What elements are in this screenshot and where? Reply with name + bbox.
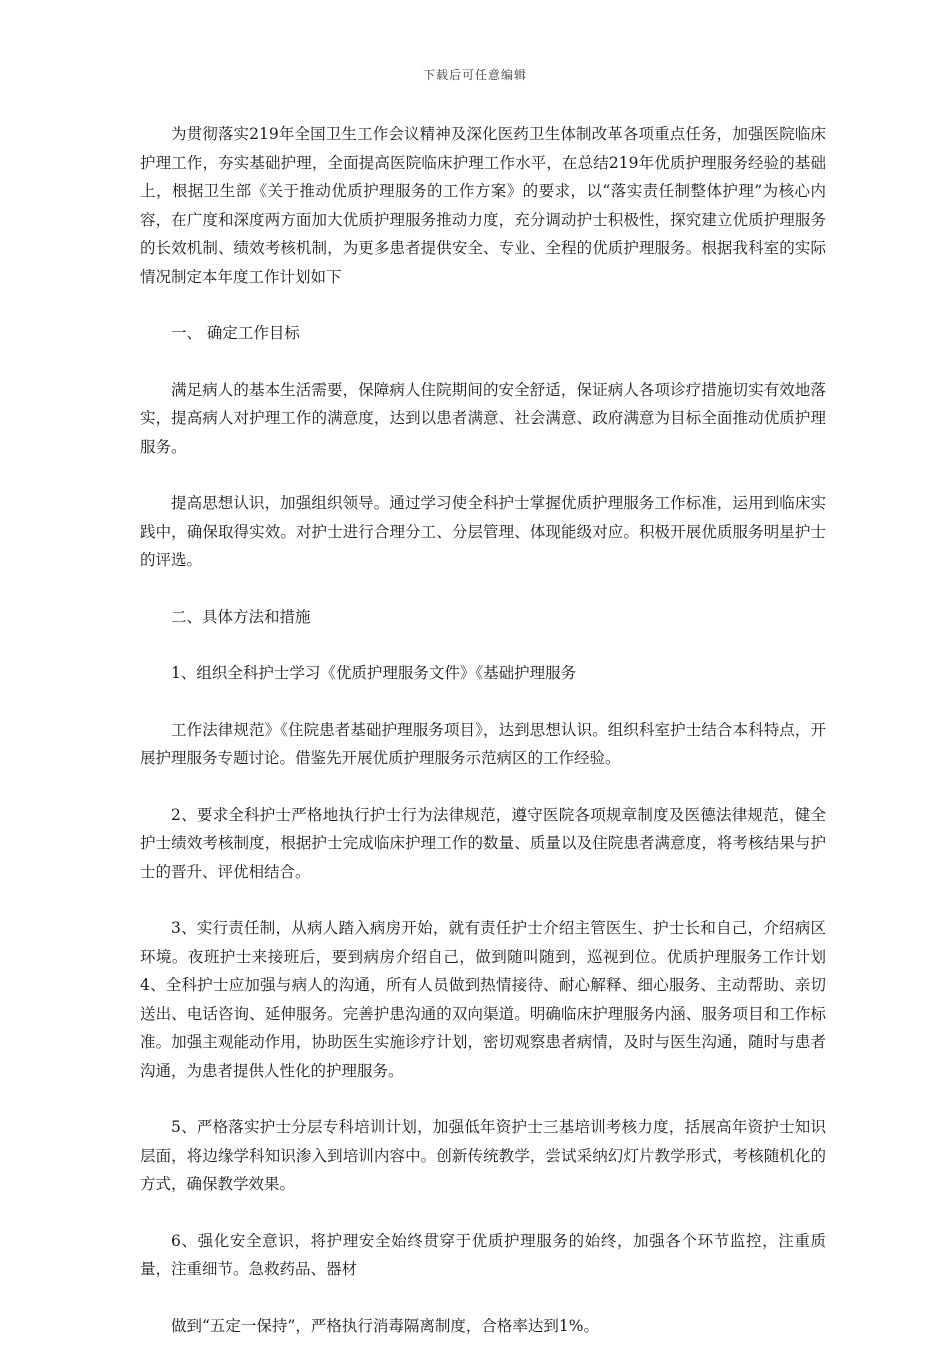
- method-item-1: 1、组织全科护士学习《优质护理服务文件》《基础护理服务: [171, 664, 577, 682]
- method-item-3-4: 3、实行责任制，从病人踏入病房开始，就有责任护士介绍主管医生、护士长和自己，介绍病区环境。夜班护士来接班后，要到病房介绍自己，做到随叫随到，巡视到位。优质护理服务工作计划4、全科护士应加强与病人的沟通，所有人员做到热情接待、耐心解释、细心服务、主动帮助、亲切送出、电话咨询、延伸服务。完善护患沟通的双向渠道。明确临床护理服务内涵、服务项目和工作标准。加强主观能动作用，协助医生实施诊疗计划，密切观察患者病情，及时与医生沟通，随时与患者沟通，为患者提供人性化的护理服务。: [140, 919, 826, 1080]
- section-heading-methods: 二、具体方法和措施: [171, 607, 311, 626]
- method-item-1-continued: 工作法律规范》《住院患者基础护理服务项目》，达到思想认识。组织科室护士结合本科特点，开展护理服务专题讨论。借鉴先开展优质护理服务示范病区的工作经验。: [140, 720, 826, 767]
- method-item-6: 6、强化安全意识，将护理安全始终贯穿于优质护理服务的始终，加强各个环节监控，注重质量，注重细节。急救药品、器材: [140, 1231, 826, 1278]
- method-item-5: 5、严格落实护士分层专科培训计划，加强低年资护士三基培训考核力度，括展高年资护士知识层面，将边缘学科知识渗入到培训内容中。创新传统教学，尝试采纳幻灯片教学形式，考核随机化的方式，确保教学效果。: [140, 1118, 826, 1193]
- method-item-2: 2、要求全科护士严格地执行护士行为法律规范，遵守医院各项规章制度及医德法律规范，健全护士绩效考核制度，根据护士完成临床护理工作的数量、质量以及住院患者满意度，将考核结果与护士的晋升、评优相结合。: [140, 805, 826, 881]
- page-header: 下载后可任意编辑: [422, 68, 527, 82]
- goals-paragraph: 满足病人的基本生活需要，保障病人住院期间的安全舒适，保证病人各项诊疗措施切实有效地落实，提高病人对护理工作的满意度，达到以患者满意、社会满意、政府满意为目标全面推动优质护理服务。: [140, 380, 826, 456]
- section-heading-goals: 一、 确定工作目标: [171, 324, 300, 342]
- method-item-6-continued: 做到“五定一保持”，严格执行消毒隔离制度，合格率达到1%。: [171, 1316, 599, 1335]
- document-body: [140, 120, 826, 1368]
- awareness-paragraph: 提高思想认识，加强组织领导。通过学习使全科护士掌握优质护理服务工作标准，运用到临床实践中，确保取得实效。对护士进行合理分工、分层管理、体现能级对应。积极开展优质服务明星护士的评选。: [140, 494, 826, 569]
- intro-paragraph: 为贯彻落实219年全国卫生工作会议精神及深化医药卫生体制改革各项重点任务，加强医院临床护理工作，夯实基础护理，全面提高医院临床护理工作水平，在总结219年优质护理服务经验的基础上，根据卫生部《关于推动优质护理服务的工作方案》的要求，以“落实责任制整体护理”为核心内容，在广度和深度两方面加大优质护理服务推动力度，充分调动护士积极性，探究建立优质护理服务的长效机制、绩效考核机制，为更多患者提供安全、专业、全程的优质护理服务。根据我科室的实际情况制定本年度工作计划如下: [140, 125, 826, 286]
